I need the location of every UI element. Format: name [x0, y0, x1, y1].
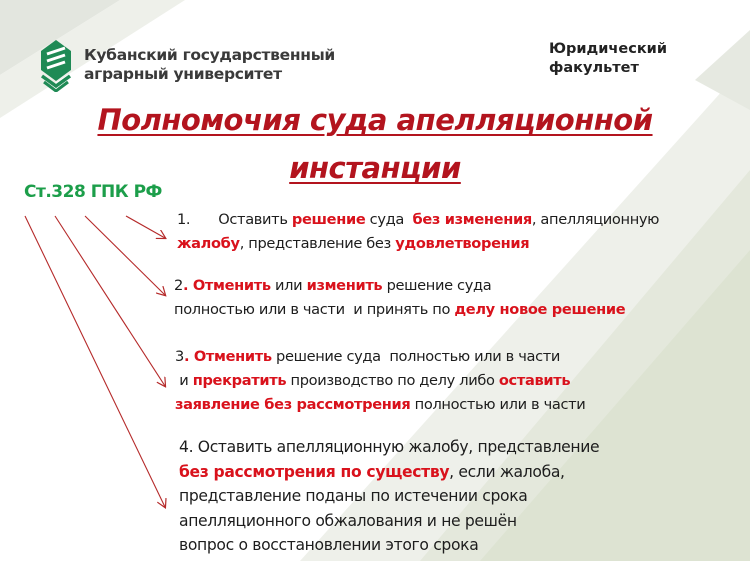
text-segment: , представление без — [239, 235, 396, 252]
text-segment: вопрос о восстановлении этого срока — [179, 536, 479, 554]
text-segment: производство по делу либо — [286, 372, 499, 389]
item-line — [177, 208, 659, 232]
page-title — [60, 96, 690, 192]
item-line — [174, 274, 625, 298]
highlight-segment: прекратить — [192, 372, 287, 389]
power-item-2 — [174, 274, 625, 322]
item-line — [179, 509, 599, 534]
text-segment: полностью или в части и принять по — [174, 301, 455, 318]
highlight-segment: оставить — [498, 372, 571, 389]
highlight-segment: без изменения — [412, 211, 532, 228]
text-segment: Оставить — [218, 211, 292, 228]
item-line — [175, 393, 585, 417]
arrow-icon — [85, 216, 165, 295]
text-segment: , если жалоба, — [449, 462, 565, 481]
highlight-segment: . Отменить — [182, 277, 271, 294]
item-line — [179, 435, 599, 460]
leaf-logo-icon — [40, 40, 72, 92]
item-number: 1. — [177, 211, 191, 228]
faculty-line1: Юридический — [549, 41, 667, 57]
university-name-line2: аграрный университет — [84, 65, 282, 83]
university-name — [84, 46, 335, 84]
highlight-segment: решение — [291, 211, 366, 228]
text-segment: или — [270, 277, 307, 294]
highlight-segment: делу новое решение — [454, 301, 626, 318]
text-segment: , апелляционную — [531, 211, 660, 228]
arrow-icon — [55, 216, 165, 386]
text-segment: представление поданы по истечении срока — [179, 487, 528, 505]
item-line — [179, 484, 599, 509]
item-line — [175, 369, 585, 393]
power-item-3 — [175, 345, 585, 417]
text-segment: суда — [365, 211, 413, 228]
highlight-segment: без рассмотрения по существу — [179, 462, 450, 481]
item-line — [179, 533, 599, 558]
highlight-segment: . Отменить — [183, 348, 272, 365]
text-segment: и — [175, 372, 193, 389]
item-number: 3 — [175, 348, 184, 365]
text-segment: 4. Оставить апелляционную жалобу, представление — [179, 438, 600, 456]
text-segment: решение суда — [382, 277, 492, 294]
item-line — [179, 460, 599, 485]
text-segment: апелляционного обжалования и не решён — [179, 511, 517, 530]
faculty-line2: факультет — [549, 60, 639, 76]
title-line2: инстанции — [289, 151, 461, 185]
arrow-icon — [25, 216, 165, 507]
item-line — [175, 345, 585, 369]
title-line1: Полномочия суда апелляционной — [97, 103, 653, 137]
power-item-1 — [177, 208, 659, 256]
highlight-segment: заявление без рассмотрения — [175, 396, 411, 413]
faculty-name — [549, 40, 667, 78]
highlight-segment: изменить — [306, 277, 383, 294]
university-name-line1: Кубанский государственный — [84, 46, 335, 64]
item-line — [177, 232, 659, 256]
item-number: 2 — [174, 277, 183, 294]
item-line — [174, 298, 625, 322]
text-segment: решение суда полностью или в части — [271, 348, 561, 365]
article-reference: Ст.328 ГПК РФ — [24, 182, 162, 202]
power-item-4 — [179, 435, 599, 558]
arrow-icon — [126, 216, 165, 238]
highlight-segment: жалобу — [177, 235, 240, 252]
highlight-segment: удовлетворения — [395, 235, 530, 252]
text-segment: полностью или в части — [410, 396, 586, 413]
